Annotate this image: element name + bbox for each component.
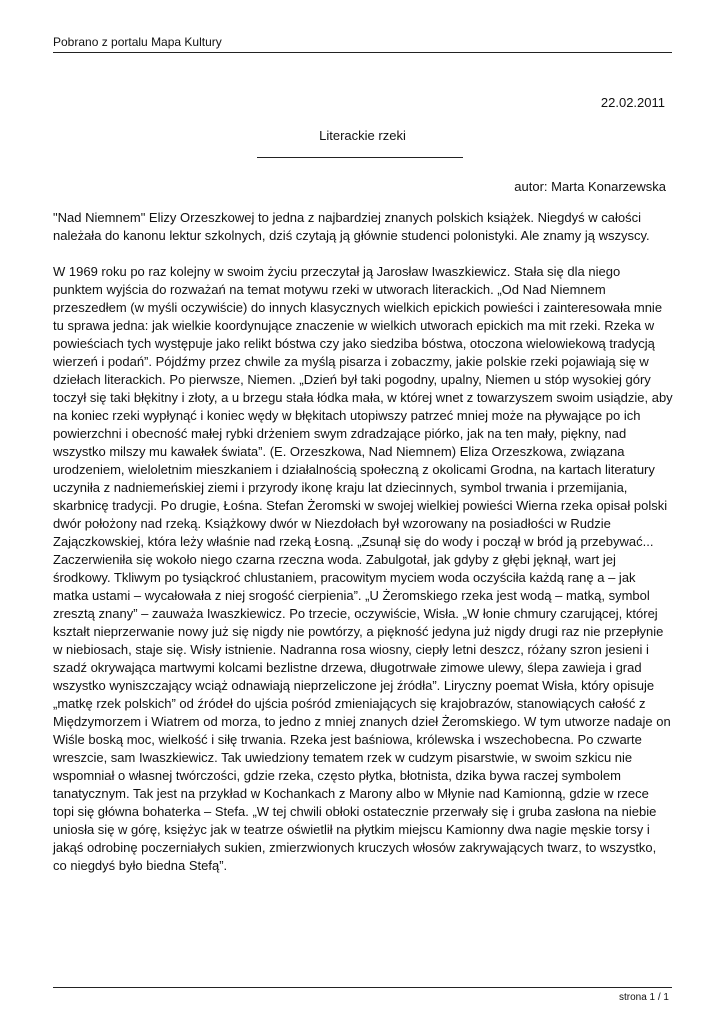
header-divider	[53, 52, 672, 53]
paragraph-intro: "Nad Niemnem" Elizy Orzeszkowej to jedna z najbardziej znanych polskich książek. Niegdyś w całości należała do kanonu lektur szkolnych, dziś czytają ją głównie studenci polonistyki. Ale znamy ją wszyscy.	[53, 210, 650, 243]
paragraph-main: W 1969 roku po raz kolejny w swoim życiu przeczytał ją Jarosław Iwaszkiewicz. Stała się dla niego punktem wyjścia do rozważań na temat motywu rzeki w utworach literackich. „Od Nad Niemnem przeszedłem (w myśli oczywiście) do innych klasycznych wielkich epickich powieści i zainteresowała mnie tu sprawa jedna: jak wielkie koordynujące znaczenie w wielkich utworach epickich ma mit rzeki. Rzeka w powieściach tych występuje jako relikt bóstwa czy jako siedziba bóstwa, otoczona wielowiekową tradycją wierzeń i podań”. Pójdźmy przez chwile za myślą pisarza i zobaczmy, jakie polskie rzeki pojawiają się w dziełach literackich. Po pierwsze, Niemen. „Dzień był taki pogodny, upalny, Niemen u stóp wysokiej góry toczył się taki błękitny i złoty, a u brzegu stała łódka mała, w której wnet z towarzyszem swoim usiądzie, aby na koniec rzeki wypłynąć i koniec wędy w błękitach utopiwszy patrzeć mniej może na pływające po ich powierzchni i obecność małej rybki drżeniem swym zdradzające piórko, jak na ten mały, piękny, nad wszystko milszy mu kawałek świata”. (E. Orzeszkowa, Nad Niemnem) Eliza Orzeszkowa, związana urodzeniem, wieloletnim mieszkaniem i działalnością społeczną z okolicami Grodna, na kartach literatury uczyniła z nadniemeńskiej ziemi i przyrody ikonę kraju lat dziecinnych, symbol trwania i przemijania, skarbnicę tradycji. Po drugie, Łośna. Stefan Żeromski w swojej wielkiej powieści Wierna rzeka opisał polski dwór położony nad rzeką. Książkowy dwór w Niezdołach był wzorowany na posiadłości w Rudzie Zajączkowskiej, która leży właśnie nad rzeką Łosną. „Zsunął się do wody i począł w bród ją przebywać... Zaczerwieniła się wokoło niego czarna rzeczna woda. Zabulgotał, jak gdyby z głębi jęknął, wart jej środkowy. Tkliwym po tysiąckroć chlustaniem, pracowitym myciem woda oczyściła każdą ranę a – jak matka ustami – wycałowała z niej srogość cierpienia”. „U Żeromskiego rzeka jest wodą – matką, symbol zresztą znany” – zauważa Iwaszkiewicz. Po trzecie, oczywiście, Wisła. „W łonie chmury czarującej, której kształt nieprzerwanie nowy już się nigdy nie powtórzy, a piękność jedyna już nigdy drugi raz nie przepłynie w niebiosach, staje się. Wisły istnienie. Nadranna rosa wiosny, ciepły letni deszcz, różany szron jesieni i szadź okrywająca martwymi kolcami bezlistne drzewa, długotrwałe zimowe ulewy, ślepa zawieja i grad wszystko wyniszczający wciąż odnawiają nieprzeliczone jej źródła”. Liryczny poemat Wisła, który opisuje „matkę rzek polskich” od źródeł do ujścia pośród zmieniających się krajobrazów, stanowiących całość z Międzymorzem i Wiatrem od morza, to jedno z mniej znanych dzieł Żeromskiego. W tym utworze nadaje on Wiśle boską moc, wielkość i siłę trwania. Rzeka jest baśniowa, królewska i wszechobecna. Po czwarte wreszcie, sam Iwaszkiewicz. Tak uwiedziony tematem rzek w cudzym pisarstwie, w swoim szkicu nie wspomniał o własnej twórczości, gdzie rzeka, często płytka, błotnista, dzika bywa raczej symbolem tanatycznym. Tak jest na przykład w Kochankach z Marony albo w Młynie nad Kamionną, gdzie w rzece topi się główna bohaterka – Stefa. „W tej chwili obłoki ostatecznie przerwały się i gruba zasłona na niebie uniosła się w górę, księżyc jak w teatrze oświetlił na płytkim miejscu Kamionny dwa nagie męskie torsy i jakąś odrobinę poczerniałych sukien, zmierzwionych kruczych włosów zakrywających twarz, to wszystko, co niegdyś było biedna Stefą”.	[53, 264, 673, 873]
page-number: strona 1 / 1	[618, 992, 669, 1003]
article-author: autor: Marta Konarzewska	[514, 179, 666, 194]
footer-divider	[53, 987, 672, 988]
article-date: 22.02.2011	[600, 95, 665, 110]
article-body	[53, 209, 673, 893]
title-underline	[257, 157, 463, 158]
article-title: Literackie rzeki	[319, 128, 406, 143]
header-source-text: Pobrano z portalu Mapa Kultury	[53, 35, 222, 49]
